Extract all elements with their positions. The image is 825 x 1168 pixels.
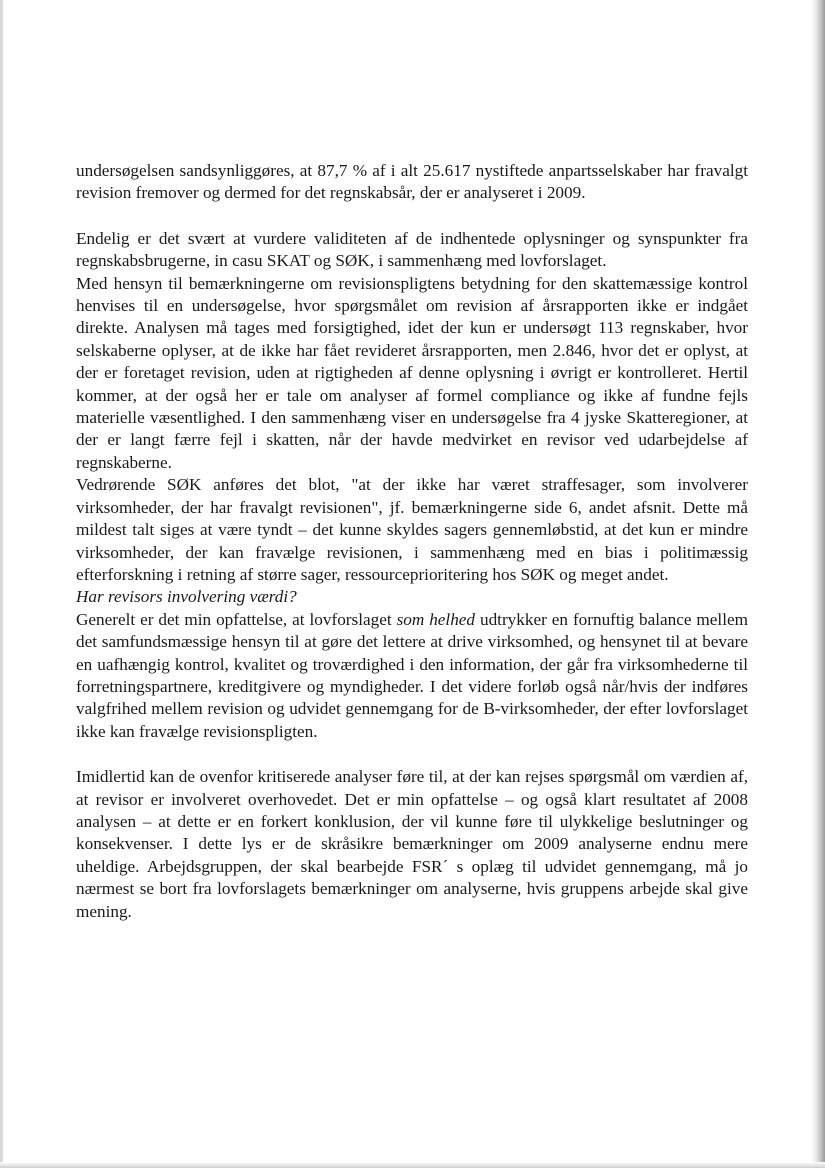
document-body	[76, 160, 748, 923]
paragraph-4: Vedrørende SØK anføres det blot, "at der ikke har været straffesager, som involverer virksomheder, der har fravalgt revisionen", jf. bemærkningerne side 6, andet afsnit. Dette må mildest talt siges at være tyndt – det kunne skyldes sagers gennemløbstid, at det kun er mindre virksomheder, der kan fravælge revisionen, i sammenhæng med en bias i politimæssig efterforskning i retning af større sager, ressourceprioritering hos SØK og meget andet.	[76, 475, 748, 584]
paragraph-2: Endelig er det svært at vurdere validiteten af de indhentede oplysninger og synspunkter fra regnskabsbrugerne, in casu SKAT og SØK, i sammenhæng med lovforslaget.	[76, 228, 748, 271]
scan-edge-bottom	[0, 1162, 825, 1168]
paragraph-5-end: udtrykker en fornuftig balance mellem det samfundsmæssige hensyn til at gøre det lettere at drive virksomhed, og hensynet til at bevare en uafhængig kontrol, kvalitet og troværdighed i den information, der går fra virksomhederne til forretningspartnere, kreditgivere og myndigheder. I det videre forløb også når/hvis der indføres valgfrihed mellem revision og udvidet gennemgang for de B-virksomheder, der efter lovforslaget ikke kan fravælge revisionspligten.	[76, 609, 748, 741]
scan-edge-left	[0, 0, 3, 1168]
section-heading: Har revisors involvering værdi?	[76, 587, 297, 607]
paragraph-5-emphasis: som helhed	[396, 609, 476, 629]
paragraph-6: Imidlertid kan de ovenfor kritiserede analyser føre til, at der kan rejses spørgsmål om værdien af, at revisor er involveret overhovedet. Det er min opfattelse – og også klart resultatet af 2008 analysen – at dette er en forkert konklusion, der vil kunne føre til ulykkelige beslutninger og konsekvenser. I dette lys er de skråsikre bemærkninger om 2009 analyserne endnu mere uheldige. Arbejdsgruppen, der skal bearbejde FSR´ s oplæg til udvidet gennemgang, må jo nærmest se bort fra lovforslagets bemærkninger om analyserne, hvis gruppens arbejde skal give mening.	[76, 767, 748, 921]
paragraph-1: undersøgelsen sandsynliggøres, at 87,7 % af i alt 25.617 nystiftede anpartsselskaber har fravalgt revision fremover og dermed for det regnskabsår, der er analyseret i 2009.	[76, 161, 748, 203]
paragraph-5-start: Generelt er det min opfattelse, at lovforslaget	[76, 609, 397, 629]
paragraph-3: Med hensyn til bemærkningerne om revisionspligtens betydning for den skattemæssige kontrol henvises til en undersøgelse, hvor spørgsmålet om revision af årsrapporten ikke er indgået direkte. Analysen må tages med forsigtighed, idet der kun er undersøgt 113 regnskaber, hvor selskaberne oplyser, at de ikke har fået revideret årsrapporten, men 2.846, hvor det er oplyst, at der er foretaget revision, uden at rigtigheden af denne oplysning i øvrigt er kontrolleret. Hertil kommer, at der også her er tale om analyser af formel compliance og ikke af fundne fejls materielle væsentlighed. I den sammenhæng viser en undersøgelse fra 4 jyske Skatteregioner, at der er langt færre fejl i skatten, når der havde medvirket en revisor ved udarbejdelse af regnskaberne.	[76, 273, 748, 472]
paragraph-5	[76, 609, 748, 743]
scan-edge-right	[811, 0, 825, 1168]
